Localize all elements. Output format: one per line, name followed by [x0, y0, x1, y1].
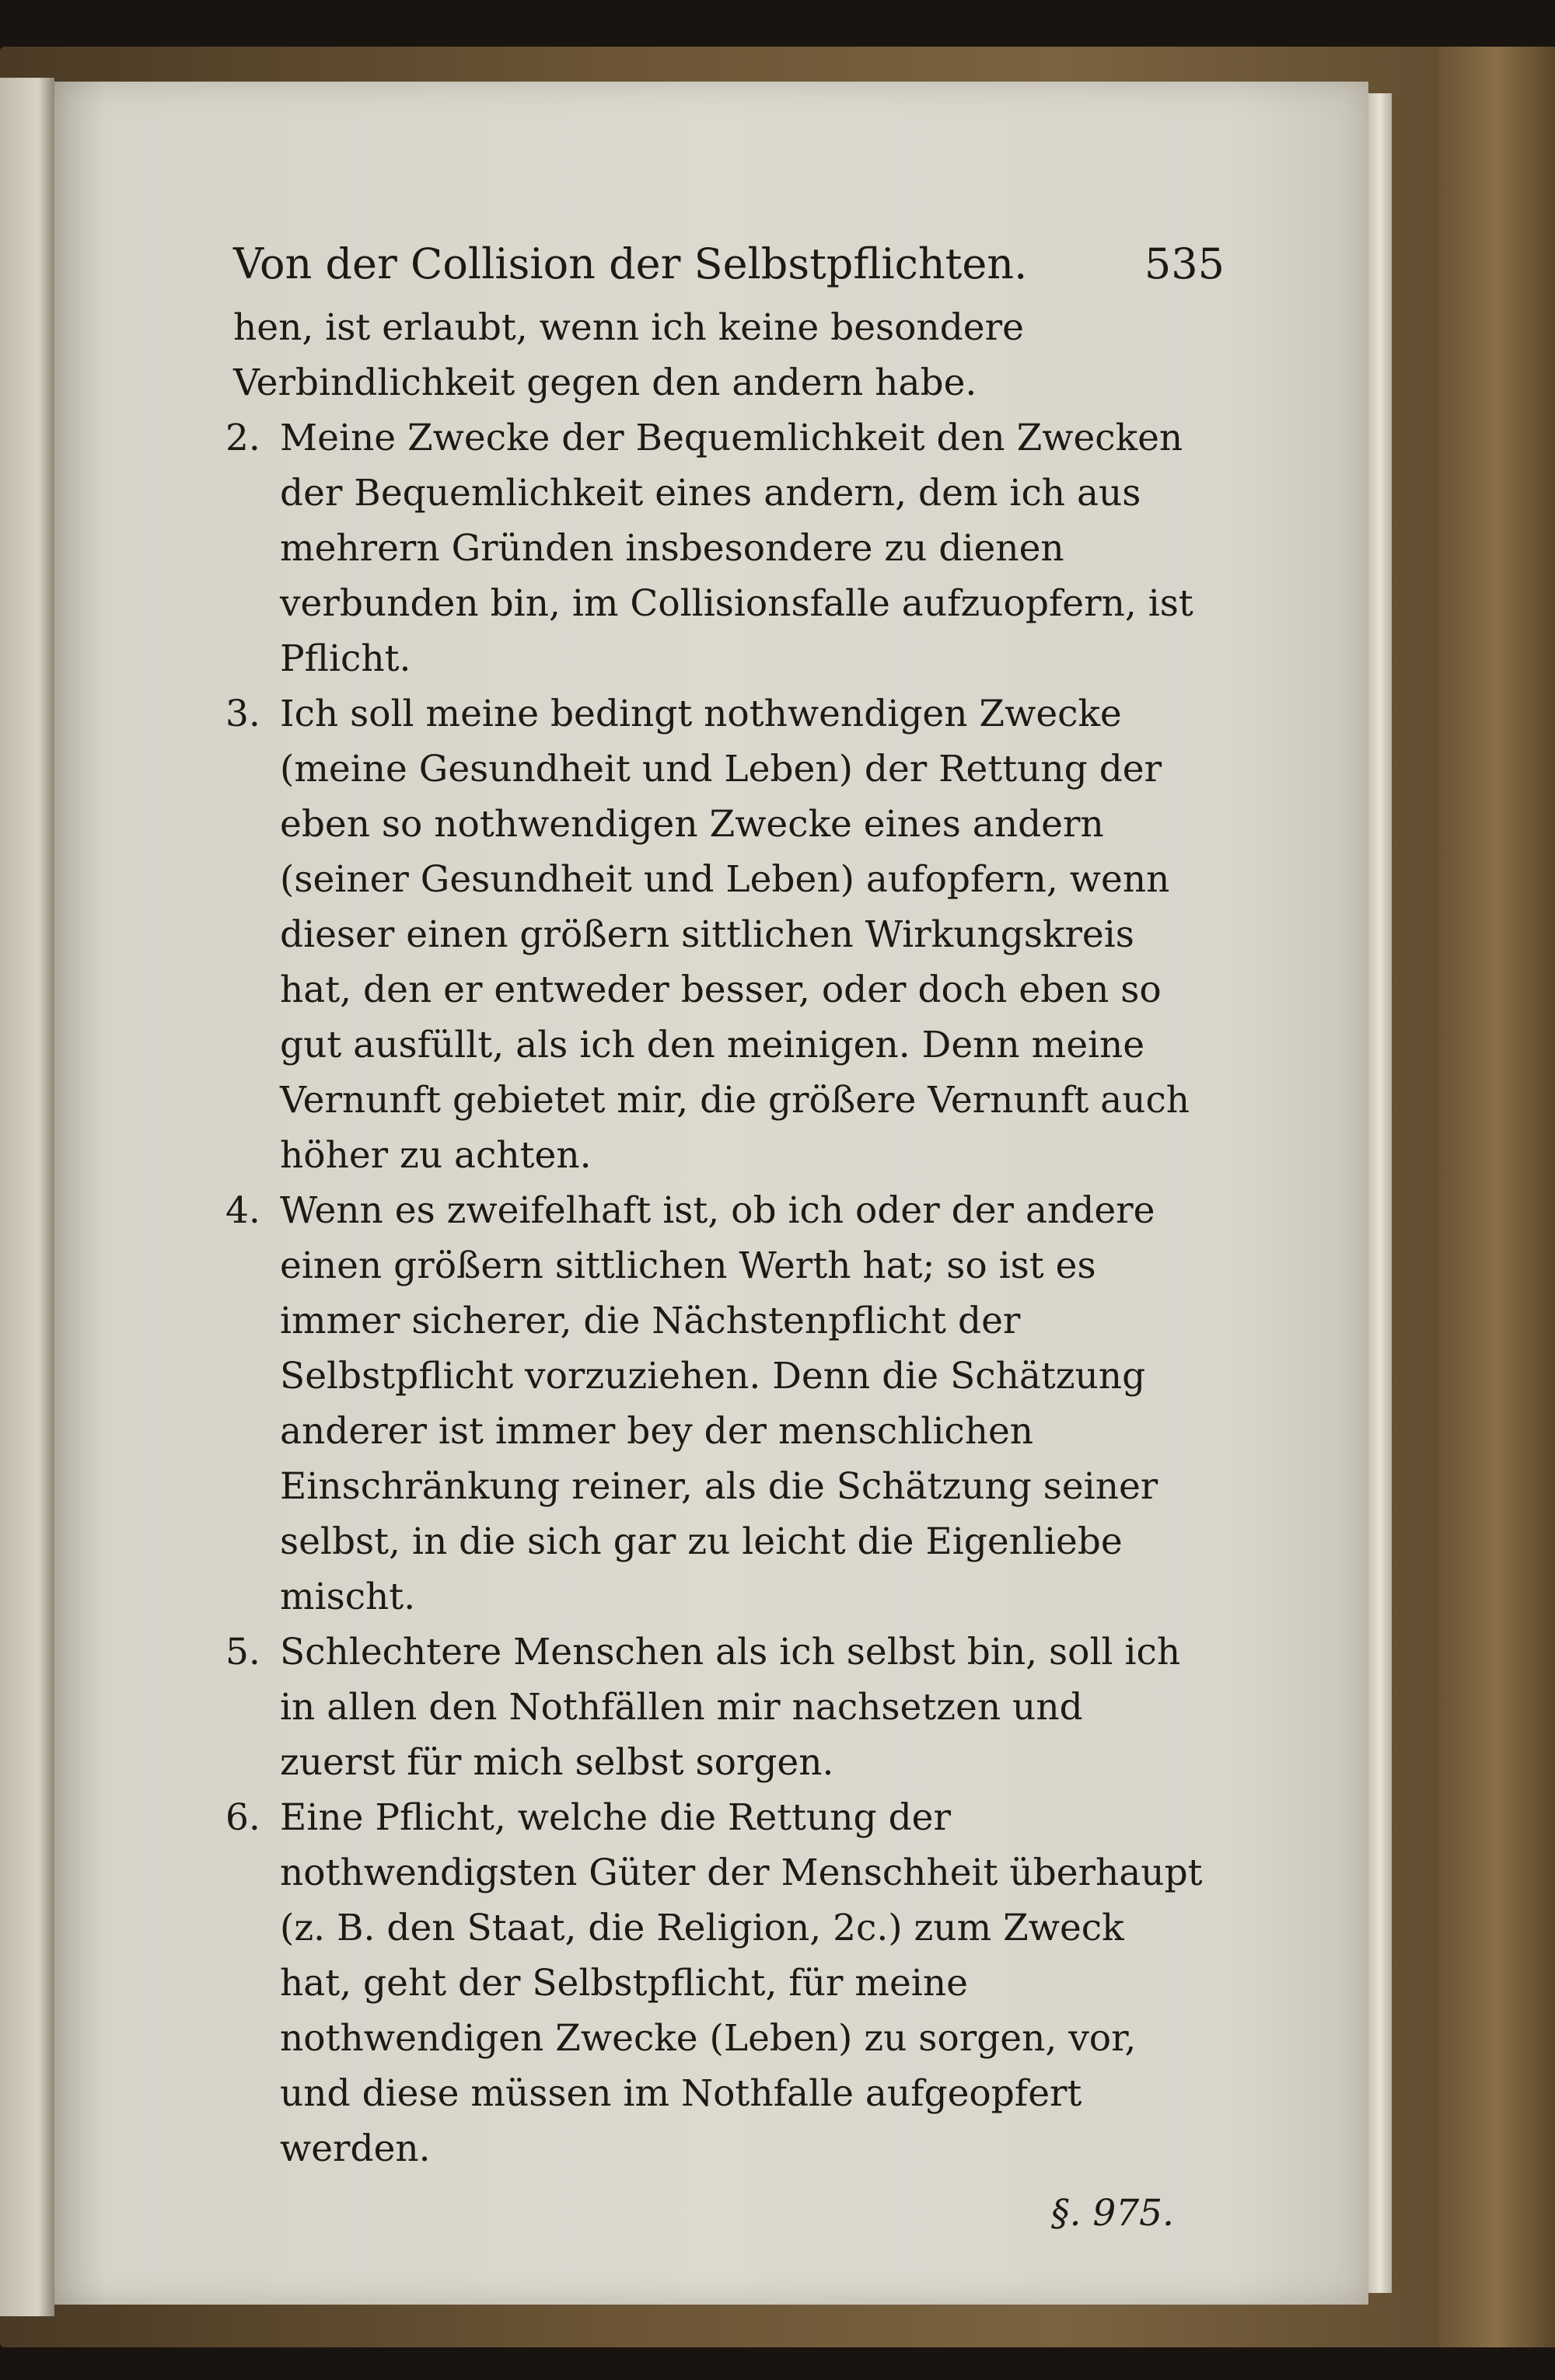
item-number: 2.	[225, 417, 260, 459]
list-item-4	[225, 1183, 1205, 1624]
list-item-2	[225, 410, 1205, 686]
intro-paragraph: hen, ist erlaubt, wenn ich keine besondere Verbindlichkeit gegen den andern habe.	[233, 306, 1024, 404]
item-text: Meine Zwecke der Bequemlichkeit den Zwecken der Bequemlichkeit eines andern, dem ich aus mehrern Gründen insbesondere zu dienen verbunden bin, im Collisionsfalle aufzuopfern, ist Pflicht.	[280, 417, 1193, 680]
item-text: Schlechtere Menschen als ich selbst bin, soll ich in allen den Nothfällen mir nachsetzen und zuerst für mich selbst sorgen.	[280, 1631, 1181, 1784]
item-number: 3.	[225, 693, 260, 735]
book-cover-edge	[1438, 47, 1555, 2347]
header-title: Von der Collision der Selbstpflichten.	[233, 239, 1028, 288]
list-item-3	[225, 686, 1205, 1183]
running-header	[233, 233, 1225, 295]
item-text: Eine Pflicht, welche die Rettung der nothwendigsten Güter der Menschheit überhaupt (z. B. den Staat, die Religion, 2c.) zum Zweck hat, geht der Selbstpflicht, für meine nothwendigen Zwecke (Leben) zu sorgen, vor, und diese müssen im Nothfalle aufgeopfert werden.	[280, 1796, 1203, 2170]
page-text	[225, 233, 1225, 2241]
list-item-5	[225, 1624, 1205, 1790]
page-number: 535	[1144, 239, 1225, 288]
item-number: 5.	[225, 1631, 260, 1673]
item-number: 6.	[225, 1796, 260, 1839]
catchword-section: §. 975.	[1050, 2192, 1174, 2235]
item-number: 4.	[225, 1189, 260, 1232]
item-text: Ich soll meine bedingt nothwendigen Zwecke (meine Gesundheit und Leben) der Rettung der eben so nothwendigen Zwecke eines andern (seiner Gesundheit und Leben) aufopfern, wenn dieser einen größern sittlichen Wirkungskreis hat, den er entweder besser, oder doch eben so gut ausfüllt, als ich den meinigen. Denn meine Vernunft gebietet mir, die größere Vernunft auch höher zu achten.	[280, 693, 1190, 1177]
list-item-6	[225, 1790, 1205, 2176]
left-page-edge	[0, 78, 54, 2316]
page-stack-edge	[1368, 93, 1392, 2293]
item-text: Wenn es zweifelhaft ist, ob ich oder der andere einen größern sittlichen Werth hat; so ist es immer sicherer, die Nächstenpflicht der Selbstpflicht vorzuziehen. Denn die Schätzung anderer ist immer bey der menschlichen Einschränkung reiner, als die Schätzung seiner selbst, in die sich gar zu leicht die Eigenliebe mischt.	[280, 1189, 1158, 1618]
